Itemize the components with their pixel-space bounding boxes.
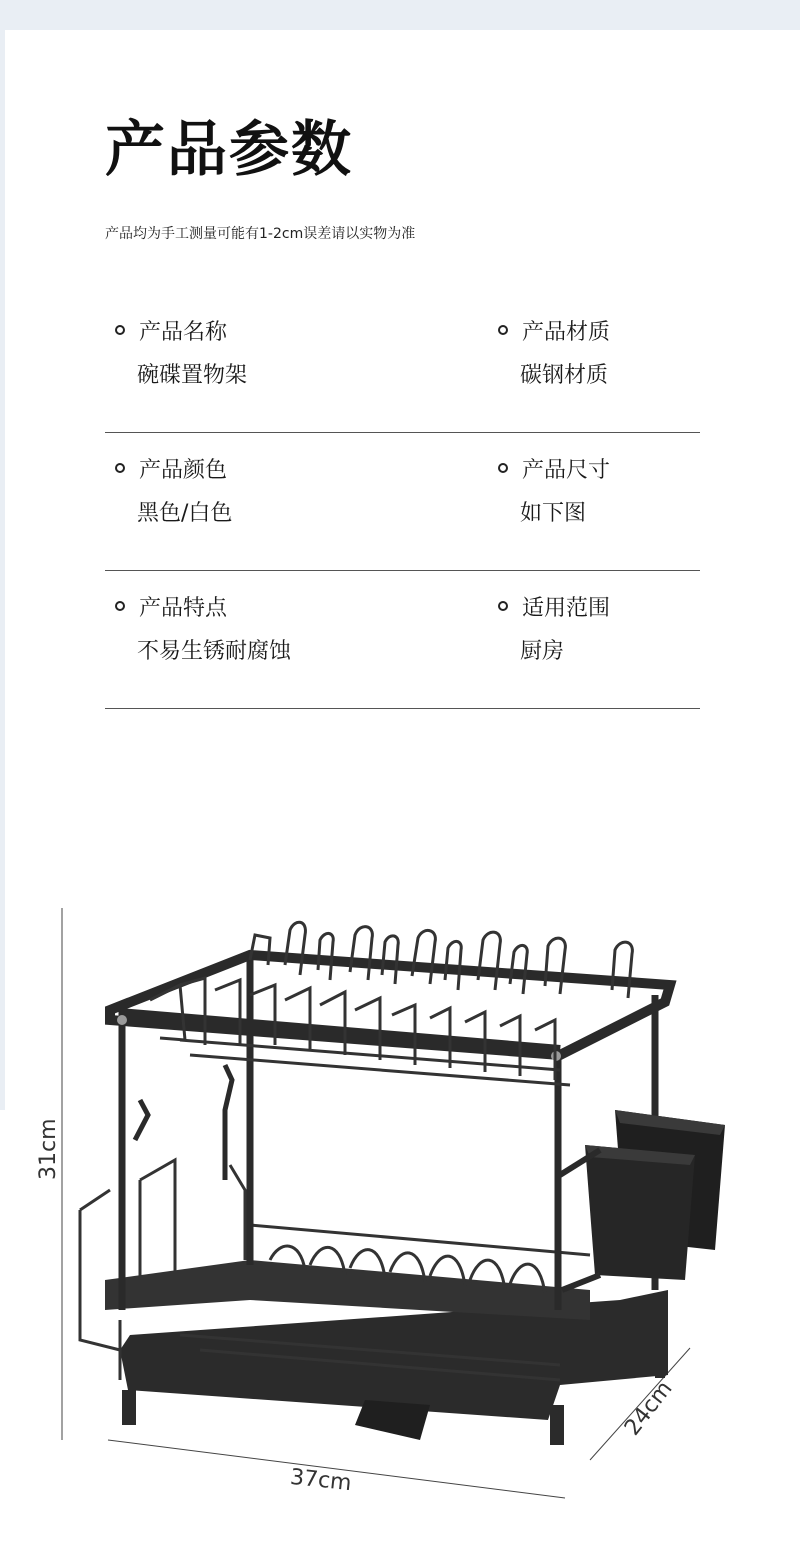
- spec-value: 碳钢材质: [520, 363, 609, 388]
- spec-value: 黑色/白色: [137, 501, 233, 526]
- bullet-icon: [115, 463, 125, 473]
- spec-value: 厨房: [520, 639, 565, 664]
- spec-item: [498, 588, 778, 665]
- spec-label: 适用范围: [522, 595, 611, 621]
- spec-row: [105, 450, 700, 571]
- spec-label: 产品尺寸: [522, 457, 611, 483]
- rivet-icon: [117, 1015, 127, 1025]
- spec-item: [498, 312, 778, 389]
- width-label: 37cm: [288, 1464, 353, 1497]
- spec-row: [105, 588, 700, 709]
- spec-value: 如下图: [520, 501, 587, 526]
- utensil-cup-front: [585, 1145, 695, 1280]
- bullet-icon: [498, 601, 508, 611]
- bullet-icon: [115, 325, 125, 335]
- height-label: 31cm: [36, 1118, 61, 1180]
- spec-value: 碗碟置物架: [137, 363, 248, 388]
- spec-item: [115, 450, 395, 527]
- spec-value: 不易生锈耐腐蚀: [137, 639, 292, 664]
- spec-item: [498, 450, 778, 527]
- page-title: 产品参数: [105, 115, 353, 185]
- bullet-icon: [115, 601, 125, 611]
- drain-spout: [355, 1400, 430, 1440]
- bullet-icon: [498, 463, 508, 473]
- spec-item: [115, 312, 395, 389]
- dish-rack-illustration: [0, 880, 800, 1540]
- rack-posts: [122, 955, 655, 1310]
- measurement-note: 产品均为手工测量可能有1-2cm误差请以实物为准: [105, 226, 416, 242]
- spec-label: 产品颜色: [139, 457, 228, 483]
- top-band: [0, 0, 800, 30]
- spec-row: [105, 312, 700, 433]
- spec-label: 产品材质: [522, 319, 611, 345]
- bullet-icon: [498, 325, 508, 335]
- side-hooks: [135, 1065, 232, 1180]
- spec-item: [115, 588, 395, 665]
- spec-label: 产品名称: [139, 319, 228, 345]
- spec-label: 产品特点: [139, 595, 228, 621]
- depth-label: 24cm: [619, 1376, 678, 1441]
